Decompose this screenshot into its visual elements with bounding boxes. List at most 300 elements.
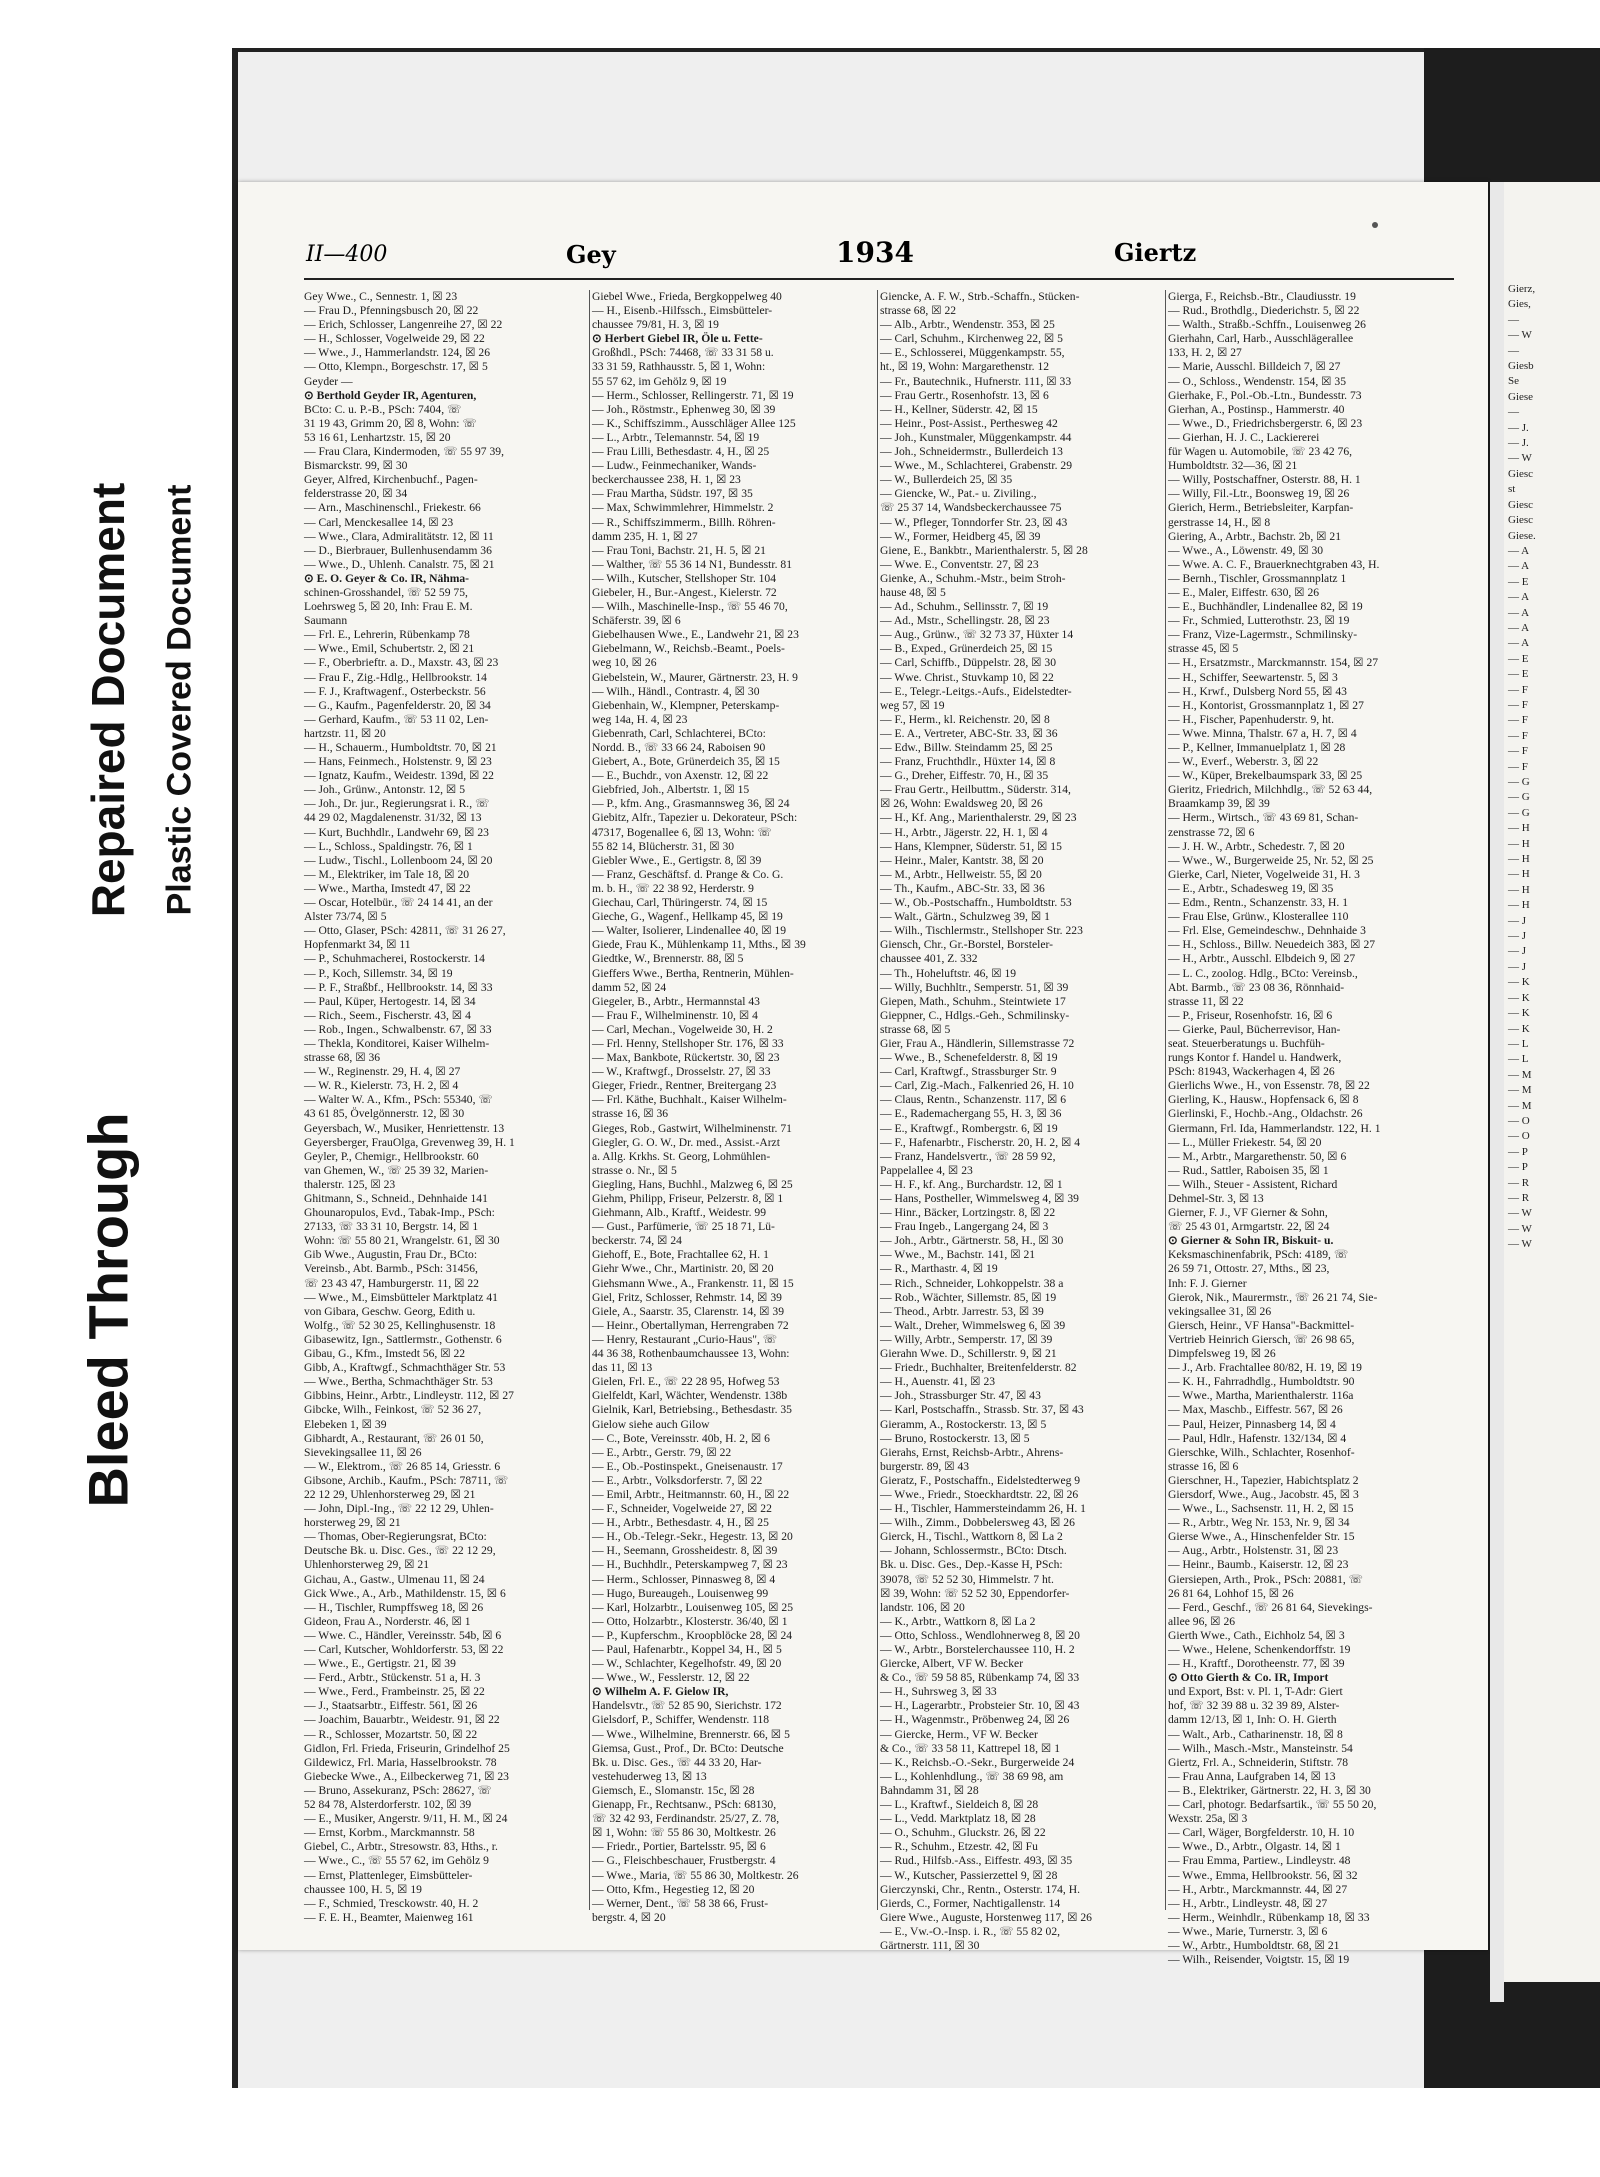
directory-entry: — Hans, Klempner, Süderstr. 51, ☒ 15 [880,839,1062,853]
directory-entry: — Wwe. C., Händler, Vereinsstr. 54b, ☒ 6 [304,1628,502,1642]
directory-entry: Gierhake, F., Pol.-Ob.-Ltn., Bundesstr. 73 [1168,388,1362,402]
directory-entry: — W., Former, Heidberg 45, ☒ 39 [880,529,1041,543]
directory-entry: — Walt., Arb., Catharinenstr. 18, ☒ 8 [1168,1727,1343,1741]
directory-entry: — Max, Schwimmlehrer, Himmelstr. 2 [592,501,774,515]
directory-entry: rungs Kontor f. Handel u. Handwerk, [1168,1051,1342,1065]
directory-entry: — Carl, Menckesallee 14, ☒ 23 [304,515,454,529]
directory-entry: — John, Dipl.-Ing., ☏ 22 12 29, Uhlen- [304,1502,494,1516]
directory-entry: — Carl, Zig.-Mach., Falkenried 26, H. 10 [880,1079,1074,1093]
directory-entry: Giegling, Hans, Buchhl., Malzweg 6, ☒ 25 [592,1177,793,1191]
next-page-entry: — E [1508,668,1529,681]
directory-entry: Giebeler, H., Bur.-Angest., Kielerstr. 72 [592,585,777,599]
directory-entry: — Rud., Sattler, Raboisen 35, ☒ 1 [1168,1163,1329,1177]
directory-entry: Gierok, Nik., Maurermstr., ☏ 26 21 74, Sie- [1168,1290,1378,1304]
column-1 [304,290,586,1930]
directory-entry: — Walt., Dreher, Wimmelsweg 6, ☒ 39 [880,1318,1066,1332]
directory-entry: — Thomas, Ober-Regierungsrat, BCto: [304,1530,487,1544]
next-page-entry: — H [1508,822,1530,835]
directory-entry: — Johann, Schlossermstr., BCto: Dtsch. [880,1544,1067,1558]
directory-entry: Gielfeldt, Karl, Wächter, Wendenstr. 138b [592,1389,788,1403]
next-page-entry: — J. [1508,437,1529,450]
directory-entry: — W., Pfleger, Tonndorfer Str. 23, ☒ 43 [880,515,1068,529]
column-3 [880,290,1162,1952]
directory-entry: Dehmel-Str. 3, ☒ 13 [1168,1192,1264,1205]
directory-entry: — E., Rademachergang 55, H. 3, ☒ 36 [880,1107,1062,1121]
directory-entry: — Joh., Arbtr., Gärtnerstr. 58, H., ☒ 30 [880,1234,1064,1248]
directory-entry: Wexstr. 25a, ☒ 3 [1168,1812,1248,1826]
header-rule [304,278,1454,280]
directory-entry: — Th., Hoheluftstr. 46, ☒ 19 [880,966,1017,980]
directory-entry: Gildewicz, Frl. Maria, Hasselbrookstr. 78 [304,1755,497,1769]
directory-entry: Gier, Frau A., Händlerin, Sillemstrasse 72 [880,1036,1075,1050]
directory-entry: Gibcke, Wilh., Feinkost, ☏ 52 36 27, [304,1403,482,1417]
directory-entry: — Franz, Vize-Lagermstr., Schmilinsky- [1168,628,1358,642]
next-page-entry: — A [1508,621,1530,634]
directory-entry: — Wilh., Reisender, Voigtstr. 15, ☒ 19 [1168,1953,1350,1967]
directory-entry: — H., Arbtr., Lindleystr. 48, ☒ 27 [1168,1896,1328,1910]
next-page-edge [1504,182,1600,1982]
directory-entry: Elebeken 1, ☒ 39 [304,1417,387,1431]
directory-entry: — H., Fischer, Papenhuderstr. 9, ht. [1168,712,1335,726]
directory-entry: — Henry, Restaurant „Curio-Haus", ☏ [592,1332,778,1346]
next-page-entry: — H [1508,883,1530,896]
directory-entry: Keksmaschinenfabrik, PSch: 4189, ☏ [1168,1248,1349,1262]
directory-entry: das 11, ☒ 13 [592,1361,653,1375]
directory-entry: — K. H., Fahrradhdlg., Humboldtstr. 90 [1168,1375,1355,1389]
directory-entry: Gibasewitz, Ign., Sattlermstr., Gothenstr. 6 [304,1332,502,1346]
directory-entry: Großhdl., PSch: 74468, ☏ 33 31 58 u. [592,346,774,360]
directory-entry: — Emil, Arbtr., Heitmannstr. 60, H., ☒ 22 [592,1487,790,1501]
directory-entry: — Ferd., Arbtr., Stückenstr. 51 a, H. 3 [304,1671,481,1685]
directory-entry: — F. J., Kraftwagenf., Osterbeckstr. 56 [304,684,486,698]
directory-entry: — E., Kraftwgf., Rombergstr. 6, ☒ 19 [880,1121,1058,1135]
directory-entry: — Frau Gertr., Heilbuttm., Süderstr. 314, [880,783,1071,797]
directory-entry: — Frau Gertr., Rosenhofstr. 13, ☒ 6 [880,388,1049,402]
directory-entry: — Rob., Wächter, Sillemstr. 85, ☒ 19 [880,1290,1057,1304]
directory-entry: Gierner, F. J., VF Gierner & Sohn, [1168,1206,1328,1220]
directory-entry: — Ludw., Feinmechaniker, Wands- [592,459,757,473]
next-page-entry: — K [1508,976,1530,989]
directory-entry: — Arn., Maschinenschl., Friekestr. 66 [304,501,481,515]
directory-entry: — Rud., Brothdlg., Diederichstr. 5, ☒ 22 [1168,304,1360,318]
directory-entry: — Paul, Hafenarbtr., Koppel 34, H., ☒ 5 [592,1643,782,1656]
label-bleed-through: Bleed Through [76,1112,140,1508]
directory-entry: Giebert, A., Bote, Grünerdeich 35, ☒ 15 [592,755,780,769]
directory-entry: — W., Everf., Weberstr. 3, ☒ 22 [1168,755,1319,769]
next-page-entry: — P [1508,1145,1528,1158]
directory-entry: — Joachim, Bauarbtr., Weidestr. 91, ☒ 22 [304,1713,500,1727]
directory-entry: — Wwe., M., Bachstr. 141, ☒ 21 [880,1248,1036,1262]
directory-entry: Deutsche Bk. u. Disc. Ges., ☏ 22 12 29, [304,1544,496,1558]
directory-entry: ⊙ Herbert Giebel IR, Öle u. Fette- [592,332,763,346]
directory-entry: — W., Reginenstr. 29, H. 4, ☒ 27 [304,1065,461,1079]
directory-entry: — F., Oberbrieftr. a. D., Maxstr. 43, ☒ 23 [304,656,499,670]
directory-entry: — H., Kraftf., Dorotheenstr. 77, ☒ 39 [1168,1657,1345,1671]
next-page-entry: — J. [1508,421,1529,434]
directory-entry: — Ernst, Korbm., Marckmannstr. 58 [304,1826,475,1840]
next-page-entry: — H [1508,899,1530,912]
next-page-entry: — G [1508,791,1530,804]
directory-entry: — W., Arbtr., Borstelerchaussee 110, H. 2 [880,1643,1075,1656]
directory-entry: — Wwe., D., Arbtr., Olgastr. 14, ☒ 1 [1168,1840,1341,1854]
directory-entry: Gierling, K., Hausw., Hopfensack 6, ☒ 8 [1168,1093,1359,1107]
directory-entry: — Wwe., Martha, Marienthalerstr. 116a [1168,1389,1354,1403]
directory-entry: — P., Kupferschm., Kroopblöcke 28, ☒ 24 [592,1628,793,1642]
directory-entry: — Gust., Parfümerie, ☏ 25 18 71, Lü- [592,1220,775,1234]
directory-entry: — L., Kohlenhdlung., ☏ 38 69 98, am [880,1769,1064,1783]
directory-entry: a. Allg. Krkhs. St. Georg, Lohmühlen- [592,1149,771,1163]
directory-entry: strasse o. Nr., ☒ 5 [592,1163,677,1177]
directory-entry: — Herm., Schlosser, Pinnasweg 8, ☒ 4 [592,1572,776,1586]
directory-entry: 33 31 59, Rathhausstr. 5, ☒ 1, Wohn: [592,360,766,374]
directory-entry: — Max, Maschb., Eiffestr. 567, ☒ 26 [1168,1403,1343,1417]
directory-entry: — F., Schneider, Vogelweide 27, ☒ 22 [592,1502,772,1516]
next-page-entry: — L [1508,1037,1529,1050]
next-page-entry: — M [1508,1068,1532,1081]
directory-entry: — Ad., Schuhm., Sellinsstr. 7, ☒ 19 [880,600,1049,614]
directory-entry: — Otto, Holzarbtr., Klosterstr. 36/40, ☒ 1 [592,1614,788,1628]
directory-entry: — W., Elektrom., ☏ 26 85 14, Griesstr. 6 [304,1459,501,1473]
directory-entry: — R., Marthastr. 4, ☒ 19 [880,1262,998,1276]
directory-entry: Giebelstein, W., Maurer, Gärtnerstr. 23, H. 9 [592,670,798,684]
directory-entry: — E., Musiker, Angerstr. 9/11, H. M., ☒ 24 [304,1812,508,1826]
directory-entry: — Gierke, Paul, Bücherrevisor, Han- [1168,1022,1341,1036]
directory-entry: Gey Wwe., C., Sennestr. 1, ☒ 23 [304,290,458,303]
directory-entry: — Wilh., Tischlermstr., Stellshoper Str. 223 [880,924,1083,938]
directory-entry: Giemsa, Gust., Prof., Dr. BCto: Deutsche [592,1741,784,1755]
directory-entry: Geyder — [304,374,353,388]
directory-entry: — G., Kaufm., Pagenfelderstr. 20, ☒ 34 [304,698,491,712]
directory-entry: — Frau Emma, Partiew., Lindleystr. 48 [1168,1854,1351,1868]
next-page-entry: Giese. [1508,529,1536,542]
directory-entry: Nordd. B., ☏ 33 66 24, Raboisen 90 [592,741,766,754]
directory-entry: — Joh., Grünw., Antonstr. 12, ☒ 5 [304,783,466,797]
directory-entry: — Wwe. A. C. F., Brauerknechtgraben 43, H. [1168,557,1380,571]
directory-entry: — R., Arbtr., Weg Nr. 153, Nr. 9, ☒ 34 [1168,1516,1350,1530]
directory-entry: — Bruno, Assekuranz, PSch: 28627, ☏ [304,1783,492,1797]
directory-entry: — Wilh., Masch.-Mstr., Mansteinstr. 54 [1168,1741,1353,1755]
directory-entry: — Marie, Ausschl. Billdeich 7, ☒ 27 [1168,360,1341,374]
directory-entry: — P., kfm. Ang., Grasmannsweg 36, ☒ 24 [592,797,790,811]
directory-entry: — Wwe. E., Conventstr. 27, ☒ 23 [880,557,1039,571]
directory-entry: weg 10, ☒ 26 [592,656,657,670]
directory-entry: — Rob., Ingen., Schwalbenstr. 67, ☒ 33 [304,1022,492,1036]
directory-entry: — Willy, Buchhltr., Semperstr. 51, ☒ 39 [880,980,1069,994]
directory-entry: Gierahn Wwe. D., Schillerstr. 9, ☒ 21 [880,1347,1057,1361]
directory-entry: — Giercke, Herm., VF W. Becker [880,1727,1038,1741]
directory-entry: — Frau Martha, Südstr. 197, ☒ 35 [592,487,753,501]
directory-entry: Gieritz, Friedrich, Milchhdlg., ☏ 52 63 44, [1168,783,1373,797]
directory-entry: — H., Eisenb.-Hilfssch., Eimsbütteler- [592,304,773,318]
directory-entry: Pappelallee 4, ☒ 23 [880,1163,973,1177]
directory-entry: — E., Arbtr., Volksdorferstr. 7, ☒ 22 [592,1473,763,1487]
directory-entry: — Walther, ☏ 55 36 14 N1, Bundesstr. 81 [592,557,792,571]
directory-entry: Gierds, C., Former, Nachtigallenstr. 14 [880,1896,1061,1910]
directory-entry: — M., Arbtr., Margarethenstr. 50, ☒ 6 [1168,1149,1347,1163]
next-page-entry: — F [1508,698,1528,711]
directory-entry: hartzstr. 11, ☒ 20 [304,726,386,740]
directory-entry: felderstrasse 20, ☒ 34 [304,487,408,501]
directory-entry: Giehm, Philipp, Friseur, Pelzerstr. 8, ☒ 1 [592,1192,784,1205]
directory-entry: Giebenhain, W., Klempner, Peterskamp- [592,698,780,712]
directory-entry: Schäferstr. 39, ☒ 6 [592,614,681,628]
directory-entry: und Export, Bst: v. Pl. 1, T-Adr: Giert [1168,1685,1343,1699]
directory-entry: — Wwe., Maria, ☏ 55 86 30, Moltkestr. 26 [592,1868,799,1882]
directory-entry: Giehmann, Alb., Kraftf., Weidestr. 99 [592,1206,767,1220]
directory-entry: Saumann [304,614,348,628]
directory-entry: Gieratz, F., Postschaffn., Eidelstedterweg 9 [880,1473,1081,1487]
directory-entry: — Wwe., Friedr., Stoeckhardtstr. 22, ☒ 26 [880,1487,1079,1501]
directory-entry: — Wilh., Kutscher, Stellshoper Str. 104 [592,571,777,585]
directory-entry: — P., Friseur, Rosenhofstr. 16, ☒ 6 [1168,1008,1333,1022]
directory-entry: — E., Arbtr., Gerstr. 79, ☒ 22 [592,1445,732,1459]
next-page-entry: — K [1508,1007,1530,1020]
directory-entry: — E., Ob.-Postinspekt., Gneisenaustr. 17 [592,1459,783,1473]
directory-entry: — J. H. W., Arbtr., Schedestr. 7, ☒ 20 [1168,839,1345,853]
directory-entry: — Frl. Else, Gemeindeschw., Dehnhaide 3 [1168,924,1366,938]
directory-entry: ⊙ Otto Gierth & Co. IR, Import [1168,1671,1329,1685]
directory-entry: Bk. u. Disc. Ges., Dep.-Kasse H, PSch: [880,1558,1063,1572]
directory-entry: — Hans, Postheller, Wimmelsweg 4, ☒ 39 [880,1192,1079,1205]
directory-entry: — E., Maler, Eiffestr. 630, ☒ 26 [1168,585,1320,599]
next-page-entry: — M [1508,1084,1532,1097]
directory-entry: — Alb., Arbtr., Wendenstr. 353, ☒ 25 [880,318,1055,332]
directory-entry: beckerchaussee 238, H. 1, ☒ 23 [592,473,741,487]
directory-entry: — Frau Lilli, Bethesdastr. 4, H., ☒ 25 [592,445,770,459]
directory-entry: strasse 68, ☒ 36 [304,1051,381,1065]
directory-entry: — J., Staatsarbtr., Eiffestr. 561, ☒ 26 [304,1699,478,1713]
directory-entry: Geyler, P., Chemigr., Hellbrookstr. 60 [304,1149,479,1163]
directory-entry: — Claus, Rentn., Schanzenstr. 117, ☒ 6 [880,1093,1067,1107]
directory-entry: Gib Wwe., Augustin, Frau Dr., BCto: [304,1248,478,1262]
directory-entry: — Friedr., Portier, Bartelsstr. 95, ☒ 6 [592,1840,766,1854]
directory-entry: — H., Seemann, Grossheidestr. 8, ☒ 39 [592,1544,778,1558]
directory-entry: — Ad., Mstr., Schellingstr. 28, ☒ 23 [880,614,1050,628]
directory-entry: Giepen, Math., Schuhm., Steintwiete 17 [880,994,1066,1008]
directory-entry: — L., Arbtr., Telemannstr. 54, ☒ 19 [592,430,760,444]
directory-entry: Gierschner, H., Tapezier, Habichtsplatz 2 [1168,1473,1359,1487]
directory-entry: Gibau, G., Kfm., Imstedt 56, ☒ 22 [304,1347,466,1361]
directory-entry: Gienke, A., Schuhm.-Mstr., beim Stroh- [880,571,1066,585]
directory-entry: — Wwe., Emma, Hellbrookstr. 56, ☒ 32 [1168,1868,1358,1882]
directory-entry: chaussee 79/81, H. 3, ☒ 19 [592,318,719,332]
directory-entry: — H. F., kf. Ang., Burchardstr. 12, ☒ 1 [880,1177,1063,1191]
directory-entry: — F., Hafenarbtr., Fischerstr. 20, H. 2, ☒ 4 [880,1135,1081,1149]
directory-entry: Gierlichs Wwe., H., von Essenstr. 78, ☒ 22 [1168,1079,1370,1093]
directory-entry: — H., Arbtr., Marckmannstr. 44, ☒ 27 [1168,1882,1348,1896]
directory-entry: — Rud., Hilfsb.-Ass., Eiffestr. 493, ☒ 35 [880,1854,1073,1868]
directory-entry: — H., Arbtr., Ausschl. Elbdeich 9, ☒ 27 [1168,952,1356,966]
directory-entry: — Heinr., Obertallyman, Herrengraben 72 [592,1318,789,1332]
next-page-entry: — G [1508,776,1530,788]
directory-entry: Wohn: ☏ 55 80 21, Wrangelstr. 61, ☒ 30 [304,1234,500,1248]
directory-entry: — E., Schlosserei, Müggenkampstr. 55, [880,346,1065,360]
directory-entry: Inh: F. J. Gierner [1168,1276,1247,1290]
directory-entry: — Wwe., Marie, Turnerstr. 3, ☒ 6 [1168,1924,1328,1938]
directory-entry: Ghounaropulos, Evd., Tabak-Imp., PSch: [304,1206,495,1220]
directory-entry: — Wwe., Wilhelmine, Brennerstr. 66, ☒ 5 [592,1727,790,1741]
directory-entry: Sievekingsallee 11, ☒ 26 [304,1445,422,1459]
next-page-entry: — R [1508,1176,1530,1189]
directory-entry: Loehrsweg 5, ☒ 20, Inh: Frau E. M. [304,600,473,614]
directory-entry: damm 235, H. 1, ☒ 27 [592,529,698,543]
next-page-entry: — O [1508,1114,1530,1127]
directory-entry: — Wwe., Emil, Schubertstr. 2, ☒ 21 [304,642,475,656]
directory-entry: — Willy, Fil.-Ltr., Boonsweg 19, ☒ 26 [1168,487,1350,501]
directory-entry: — Bruno, Rostockerstr. 13, ☒ 5 [880,1431,1030,1445]
next-page-entry: — E [1508,575,1529,588]
directory-entry: Giersdorf, Wwe., Aug., Jacobstr. 45, ☒ 3 [1168,1487,1359,1501]
next-page-entry: — H [1508,853,1530,866]
directory-entry: strasse 68, ☒ 22 [880,304,957,318]
directory-entry: — Hinr., Bäcker, Lortzingstr. 8, ☒ 22 [880,1206,1056,1220]
directory-entry: 43 61 85, Övelgönnerstr. 12, ☒ 30 [304,1107,465,1121]
directory-entry: Gichau, A., Gastw., Ulmenau 11, ☒ 24 [304,1572,485,1586]
directory-entry: Gärtnerstr. 111, ☒ 30 [880,1938,980,1952]
page-header [306,232,1446,272]
directory-entry: Humboldtstr. 32—36, ☒ 21 [1168,459,1298,473]
directory-entry: 52 84 78, Alsterdorferstr. 102, ☒ 39 [304,1798,472,1812]
directory-entry: — H., Schloss., Billw. Neuedeich 383, ☒ 27 [1168,938,1376,952]
directory-entry: Giering, A., Arbtr., Bachstr. 2b, ☒ 21 [1168,529,1342,543]
directory-entry: — H., Arbtr., Bethesdastr. 4, H., ☒ 25 [592,1516,769,1530]
directory-entry: — Franz, Geschäftsf. d. Prange & Co. G. [592,867,784,881]
next-page-entry: Giesc [1508,467,1534,480]
directory-entry: — Walth., Straßb.-Schffn., Louisenweg 26 [1168,318,1366,332]
directory-entry: Gielnik, Karl, Betriebsing., Bethesdastr. 35 [592,1403,792,1417]
directory-entry: Gielsdorf, P., Schiffer, Wendenstr. 118 [592,1713,770,1727]
directory-entry: Gieges, Rob., Gastwirt, Wilhelminenstr. 71 [592,1121,792,1135]
directory-entry: — H., Suhrsweg 3, ☒ 33 [880,1685,997,1699]
directory-entry: — Wwe., D., Friedrichsbergerstr. 6, ☒ 23 [1168,416,1363,430]
directory-entry: — O., Schuhm., Gluckstr. 26, ☒ 22 [880,1826,1046,1840]
directory-entry: Giel, Fritz, Schlosser, Rehmstr. 14, ☒ 39 [592,1290,782,1304]
next-page-entry: — F [1508,714,1528,727]
directory-entry: — Gerhard, Kaufm., ☏ 53 11 02, Len- [304,712,489,726]
directory-entry: Gierahs, Ernst, Reichsb-Arbtr., Ahrens- [880,1445,1064,1459]
directory-entry: — Frau Anna, Laufgraben 14, ☒ 13 [1168,1769,1336,1783]
directory-entry: — Carl, Kraftwgf., Strassburger Str. 9 [880,1065,1057,1079]
keyword-left: Gey [566,240,616,269]
next-page-entry: — W [1508,1238,1532,1251]
directory-entry: — Herm., Schlosser, Rellingerstr. 71, ☒ 19 [592,388,794,402]
directory-entry: Giehsmann Wwe., A., Frankenstr. 11, ☒ 15 [592,1276,794,1290]
next-page-entry: — P [1508,1161,1528,1174]
directory-entry: — Heinr., Maler, Kantstr. 38, ☒ 20 [880,853,1044,867]
directory-entry: ⊙ Gierner & Sohn IR, Biskuit- u. [1168,1234,1334,1248]
directory-entry: — Fr., Schmied, Lutterothstr. 23, ☒ 19 [1168,614,1350,628]
directory-entry: — H., Arbtr., Jägerstr. 22, H. 1, ☒ 4 [880,825,1048,839]
directory-entry: — Kurt, Buchhdlr., Landwehr 69, ☒ 23 [304,825,489,839]
directory-entry: — C., Bote, Vereinsstr. 40b, H. 2, ☒ 6 [592,1431,770,1445]
next-page-entry: Gierz, [1508,283,1536,295]
directory-entry: Gielen, Frl. E., ☏ 22 28 95, Hofweg 53 [592,1375,780,1389]
directory-entry: — F., Schmied, Tresckowstr. 40, H. 2 [304,1896,479,1910]
next-page-entry: — [1508,313,1519,326]
directory-entry: — H., Wagenmstr., Pröbenweg 24, ☒ 26 [880,1713,1070,1727]
directory-entry: — Walter, Isolierer, Lindenallee 40, ☒ 19 [592,924,787,938]
directory-entry: — B., Exped., Grünerdeich 25, ☒ 15 [880,642,1053,656]
directory-entry: — Fr., Bautechnik., Hufnerstr. 111, ☒ 33 [880,374,1072,388]
directory-entry: vestehuderweg 13, ☒ 13 [592,1769,707,1783]
directory-entry: — Paul, Küper, Hertogestr. 14, ☒ 34 [304,994,476,1008]
directory-entry: Gienapp, Fr., Rechtsanw., PSch: 68130, [592,1798,777,1812]
directory-entry: — Walt., Gärtn., Schulzweg 39, ☒ 1 [880,910,1050,924]
next-page-entry: Giesb [1508,360,1534,373]
directory-entry: — Franz, Handelsvertr., ☏ 28 59 92, [880,1149,1056,1163]
directory-entry: vekingsallee 31, ☒ 26 [1168,1304,1272,1318]
directory-entry: ht., ☒ 19, Wohn: Margarethenstr. 12 [880,360,1050,374]
directory-entry: — E., Buchhändler, Lindenallee 82, ☒ 19 [1168,600,1363,614]
directory-entry: — Rich., Schneider, Lohkoppelstr. 38 a [880,1276,1064,1290]
directory-entry: — Wwe., C., ☏ 55 57 62, im Gehölz 9 [304,1854,489,1868]
directory-columns [304,290,1454,1967]
directory-entry: — Edm., Rentn., Schanzenstr. 33, H. 1 [1168,896,1349,910]
directory-entry: Vertrieb Heinrich Giersch, ☏ 26 98 65, [1168,1332,1355,1346]
next-page-entry: — E [1508,652,1529,665]
page-number: II—400 [306,242,388,267]
directory-entry: Gierlinski, F., Hochb.-Ang., Oldachstr. 26 [1168,1107,1363,1121]
directory-entry: — W., Ob.-Postschaffn., Humboldtstr. 53 [880,896,1072,910]
directory-entry: — W., Kutscher, Passierzettel 9, ☒ 28 [880,1868,1058,1882]
directory-entry: & Co., ☏ 59 58 85, Rübenkamp 74, ☒ 33 [880,1671,1080,1685]
directory-entry: — D., Bierbrauer, Bullenhusendamm 36 [304,543,492,557]
directory-entry: Vereinsb., Abt. Barmb., PSch: 31456, [304,1262,478,1276]
directory-entry: — Giencke, W., Pat.- u. Ziviling., [880,487,1037,501]
directory-entry: — Hugo, Bureaugeh., Louisenweg 99 [592,1586,769,1600]
directory-entry: Bismarckstr. 99, ☒ 30 [304,459,408,473]
directory-entry: — Carl, Schiffb., Düppelstr. 28, ☒ 30 [880,656,1057,670]
directory-entry: — M., Arbtr., Hellweistr. 55, ☒ 20 [880,867,1042,881]
directory-entry: — L., Kraftwf., Sieldeich 8, ☒ 28 [880,1798,1039,1812]
directory-entry: — F. E. H., Beamter, Maienweg 161 [304,1910,474,1924]
directory-entry: Giebel Wwe., Frieda, Bergkoppelweg 40 [592,290,782,303]
directory-entry: — Wwe., B., Schenefelderstr. 8, ☒ 19 [880,1051,1058,1065]
directory-entry: landstr. 106, ☒ 20 [880,1600,965,1614]
directory-entry: 22 12 29, Uhlenhorsterweg 29, ☒ 21 [304,1487,476,1501]
directory-entry: — Frl. Henny, Stellshoper Str. 176, ☒ 33 [592,1036,784,1050]
directory-entry: — B., Elektriker, Gärtnerstr. 22, H. 3, ☒ 30 [1168,1783,1371,1797]
directory-entry: — Wwe. Christ., Stuvkamp 10, ☒ 22 [880,670,1054,684]
directory-entry: Gieppner, C., Hdlgs.-Geh., Schmilinsky- [880,1008,1070,1022]
next-page-entry: Giesc [1508,498,1534,511]
directory-entry: Giercke, Albert, VF W. Becker [880,1657,1024,1671]
directory-entry: 31 19 43, Grimm 20, ☒ 8, Wohn: ☏ [304,416,477,430]
directory-entry: — Max, Bankbote, Rückertstr. 30, ☒ 23 [592,1051,780,1065]
directory-entry: — Wwe., M., Eimsbütteler Marktplatz 41 [304,1290,498,1304]
directory-entry: — Hans, Feinmech., Holstenstr. 9, ☒ 23 [304,755,492,769]
directory-entry: — Wwe., Martha, Imstedt 47, ☒ 22 [304,881,471,895]
directory-entry: von Gibara, Geschw. Georg, Edith u. [304,1304,476,1318]
directory-entry: Giebelhausen Wwe., E., Landwehr 21, ☒ 23 [592,628,799,642]
directory-entry: ☒ 1, Wohn: ☏ 55 86 30, Moltkestr. 26 [592,1826,776,1840]
directory-entry: — H., Ob.-Telegr.-Sekr., Hegestr. 13, ☒ 20 [592,1530,793,1544]
directory-entry: — Karl, Postschaffn., Strassb. Str. 37, ☒ 43 [880,1403,1084,1417]
directory-entry: — W., Schlachter, Kegelhofstr. 49, ☒ 20 [592,1657,782,1671]
directory-entry: — Rich., Seem., Fischerstr. 43, ☒ 4 [304,1008,471,1022]
directory-entry: chaussee 100, H. 5, ☒ 19 [304,1882,422,1896]
directory-entry: — H., Buchhdlr., Peterskampweg 7, ☒ 23 [592,1558,788,1572]
directory-entry: seat. Steuerberatungs u. Buchfüh- [1168,1036,1325,1050]
label-repaired-document: Repaired Document [82,482,134,918]
directory-entry: — H., Schiffer, Seewartenstr. 5, ☒ 3 [1168,670,1338,684]
directory-entry: — Wwe., A., Löwenstr. 49, ☒ 30 [1168,543,1324,557]
directory-entry: strasse 68, ☒ 5 [880,1022,951,1036]
directory-entry: strasse 16, ☒ 36 [592,1107,669,1121]
directory-entry: — Wilh., Maschinelle-Insp., ☏ 55 46 70, [592,600,788,614]
directory-entry: beckerstr. 74, ☒ 24 [592,1234,682,1248]
directory-entry: — Frau Clara, Kindermoden, ☏ 55 97 39, [304,445,504,459]
